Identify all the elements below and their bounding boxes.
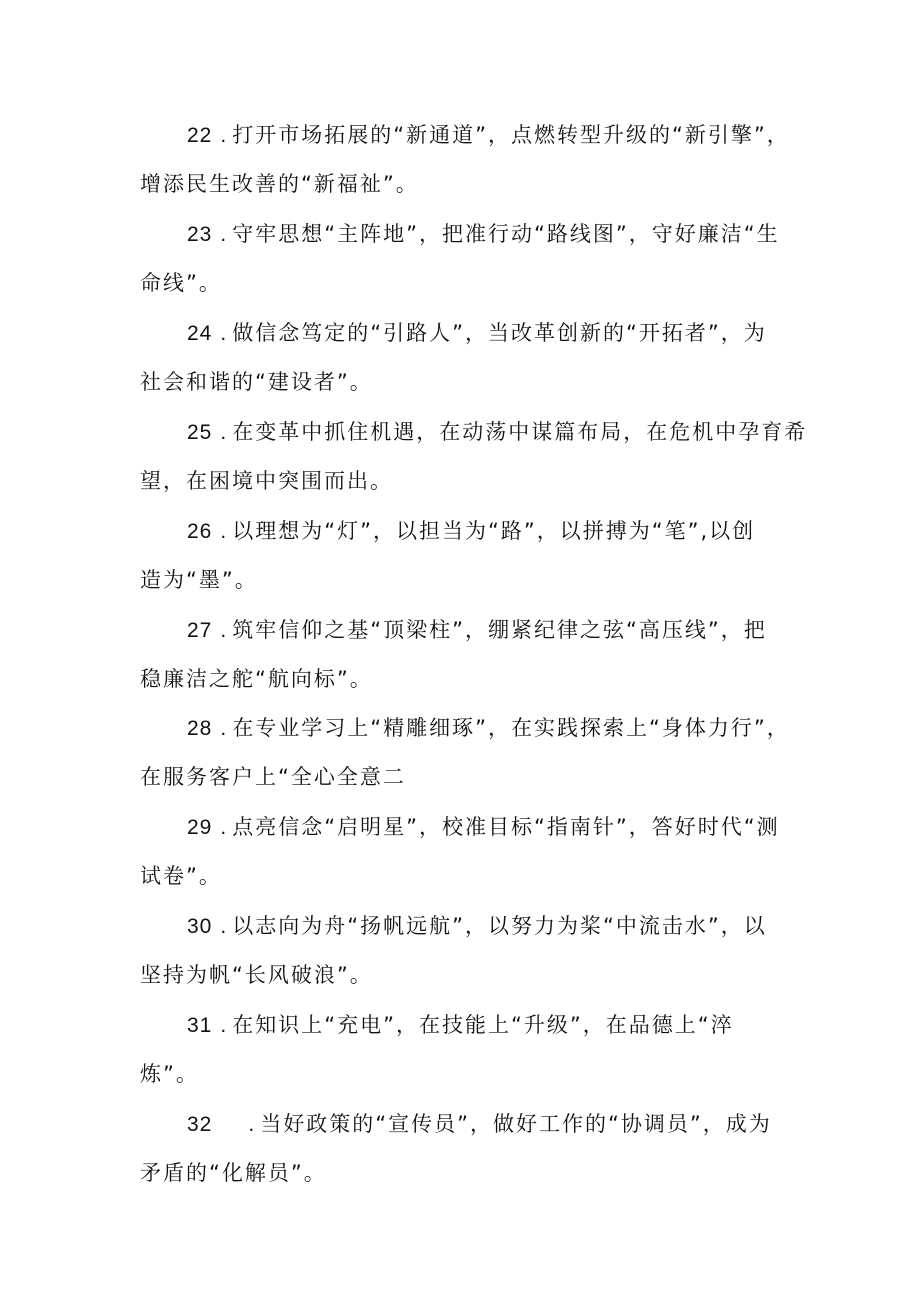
item-text: 筑牢信仰之基“顶梁柱”，绷紧纪律之弦“高压线”，把 — [232, 618, 767, 642]
item-first-line — [140, 210, 790, 259]
list-item — [140, 704, 790, 802]
list-item — [140, 111, 790, 209]
item-dot: . — [220, 322, 229, 345]
item-text: 点亮信念“启明星”，校准目标“指南针”，答好时代“测 — [232, 815, 780, 839]
item-text: 当好政策的“宣传员”，做好工作的“协调员”，成为 — [260, 1112, 772, 1136]
item-number: 22 — [187, 124, 213, 147]
list-item — [140, 606, 790, 704]
item-continuation-line: 造为“墨”。 — [140, 568, 258, 592]
item-continuation-line: 矛盾的“化解员”。 — [140, 1161, 327, 1185]
item-continuation-line: 增添民生改善的“新福祉”。 — [140, 172, 419, 196]
item-dot: . — [220, 816, 229, 839]
item-text: 在变革中抓住机遇，在动荡中谋篇布局，在危机中孕育希 — [232, 420, 808, 444]
item-continuation-line: 命线”。 — [140, 271, 222, 295]
item-number: 30 — [187, 915, 213, 938]
item-first-line — [140, 1001, 790, 1050]
item-first-line — [140, 803, 790, 852]
item-dot: . — [220, 223, 229, 246]
item-number: 26 — [187, 520, 213, 543]
item-continuation-line: 坚持为帆“长风破浪”。 — [140, 963, 373, 987]
item-text: 打开市场拓展的“新通道”，点燃转型升级的“新引擎”， — [232, 123, 790, 147]
list-item — [140, 507, 790, 605]
item-continuation-line: 望，在困境中突围而出。 — [140, 469, 393, 493]
item-continuation-line: 试卷”。 — [140, 864, 222, 888]
item-dot: . — [220, 717, 229, 740]
list-item — [140, 408, 808, 506]
item-dot: . — [220, 124, 229, 147]
item-text: 以理想为“灯”，以担当为“路”，以拼搏为“笔”,以创 — [232, 519, 756, 543]
item-first-line — [140, 111, 790, 160]
item-first-line — [140, 507, 790, 556]
item-number: 25 — [187, 421, 213, 444]
item-text: 在知识上“充电”，在技能上“升级”，在品德上“淬 — [232, 1013, 734, 1037]
list-item — [140, 309, 790, 407]
item-continuation-line: 稳廉洁之舵“航向标”。 — [140, 667, 373, 691]
list-item — [140, 1001, 790, 1099]
item-first-line — [140, 606, 790, 655]
item-first-line — [140, 408, 808, 457]
item-number: 27 — [187, 619, 213, 642]
item-dot: . — [220, 421, 229, 444]
item-first-line — [140, 902, 790, 951]
item-dot: . — [220, 915, 229, 938]
item-dot: . — [220, 520, 229, 543]
item-first-line — [140, 1100, 790, 1149]
item-text: 以志向为舟“扬帆远航”，以努力为桨“中流击水”，以 — [232, 914, 767, 938]
item-dot: . — [220, 1014, 229, 1037]
item-dot: . — [248, 1113, 257, 1136]
item-text: 守牢思想“主阵地”，把准行动“路线图”，守好廉洁“生 — [232, 222, 780, 246]
list-item — [140, 803, 790, 901]
item-number: 23 — [187, 223, 213, 246]
item-first-line — [140, 704, 790, 753]
item-text: 在专业学习上“精雕细琢”，在实践探索上“身体力行”， — [232, 716, 790, 740]
item-number: 29 — [187, 816, 213, 839]
list-item — [140, 210, 790, 308]
item-text: 做信念笃定的“引路人”，当改革创新的“开拓者”，为 — [232, 321, 767, 345]
list-item — [140, 902, 790, 1000]
item-continuation-line: 社会和谐的“建设者”。 — [140, 370, 373, 394]
list-item — [140, 1100, 790, 1198]
item-number: 32 — [187, 1113, 213, 1136]
item-dot: . — [220, 619, 229, 642]
item-number: 24 — [187, 322, 213, 345]
item-number: 31 — [187, 1014, 213, 1037]
item-first-line — [140, 309, 790, 358]
item-continuation-line: 在服务客户上“全心全意二 — [140, 765, 406, 789]
item-number: 28 — [187, 717, 213, 740]
item-continuation-line: 炼”。 — [140, 1062, 199, 1086]
